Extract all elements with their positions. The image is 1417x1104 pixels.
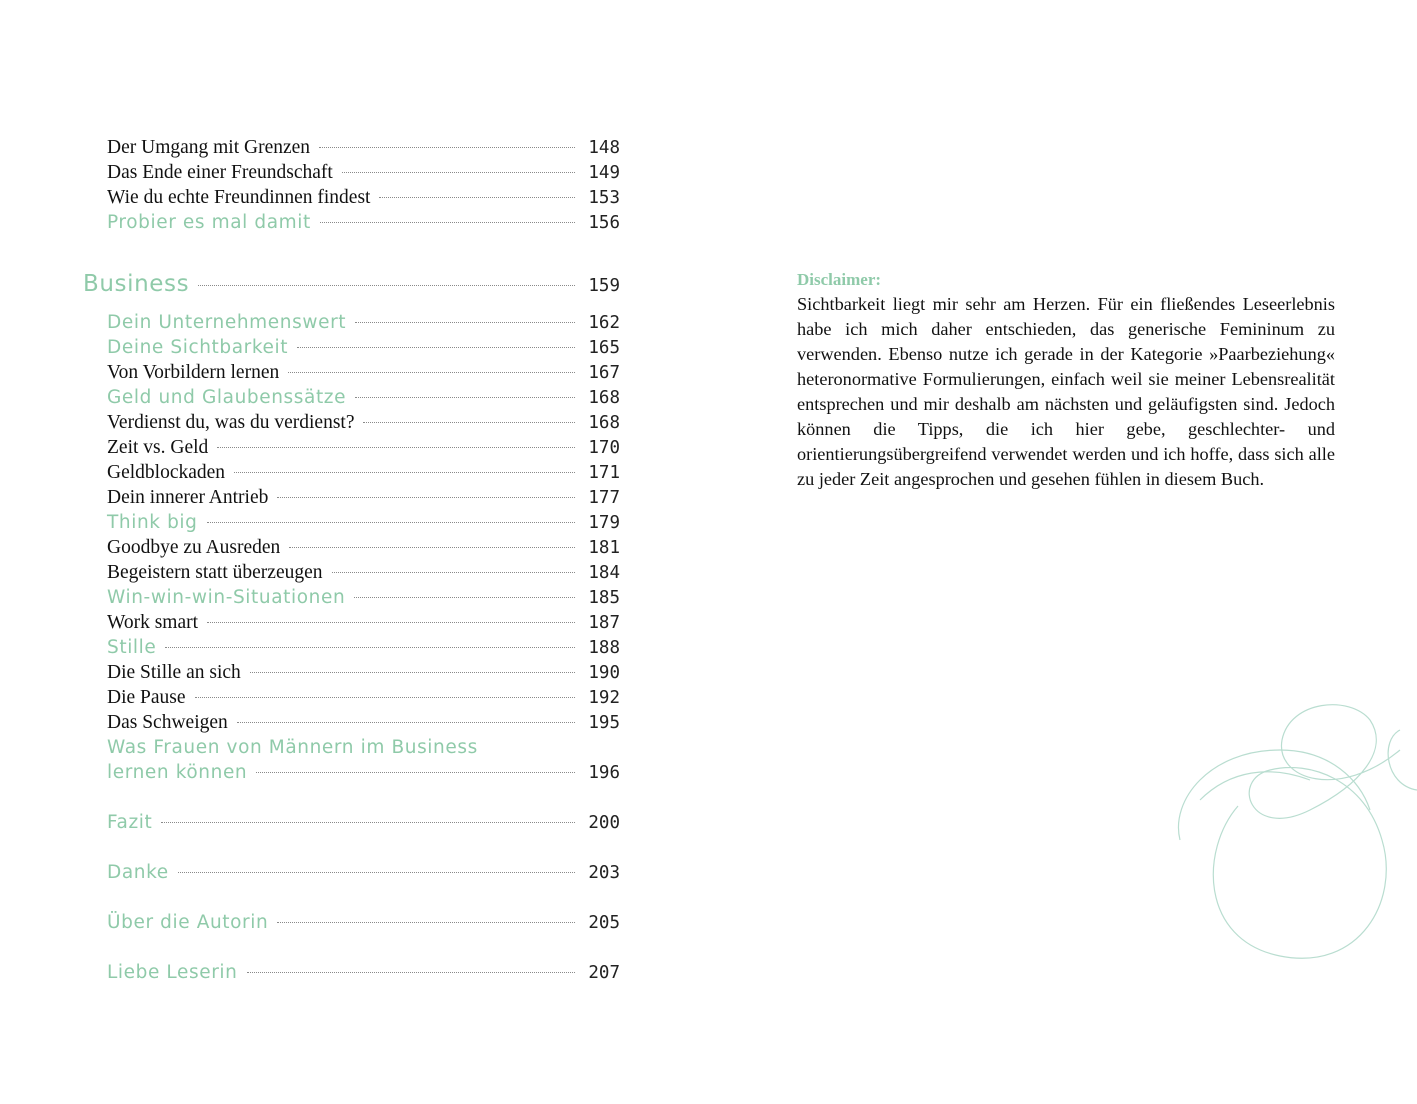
toc-entry-label: Die Stille an sich bbox=[107, 662, 241, 683]
toc-entry[interactable] bbox=[107, 960, 620, 985]
dot-leader bbox=[355, 397, 575, 398]
disclaimer-title: Disclaimer: bbox=[797, 270, 882, 289]
dot-leader bbox=[207, 622, 575, 623]
toc-entry-label: lernen können bbox=[107, 762, 248, 783]
toc-entry-label: Liebe Leserin bbox=[107, 962, 238, 983]
toc-entry-page: 195 bbox=[588, 713, 620, 733]
toc-entry-label: Danke bbox=[107, 862, 169, 883]
toc-entry-page: 185 bbox=[588, 588, 620, 608]
dot-leader bbox=[198, 285, 575, 286]
toc-entry-label: Fazit bbox=[107, 812, 153, 833]
toc-entry-page: 203 bbox=[588, 863, 620, 883]
toc-entry-page: 153 bbox=[588, 188, 620, 208]
dot-leader bbox=[289, 547, 575, 548]
toc-entry-label: Verdienst du, was du verdienst? bbox=[107, 412, 355, 433]
toc-entry-label: Die Pause bbox=[107, 687, 186, 708]
toc-entry[interactable] bbox=[107, 860, 620, 885]
toc-entry-label: Dein Unternehmenswert bbox=[107, 312, 347, 333]
toc-entry-page: 192 bbox=[588, 688, 620, 708]
toc-entry[interactable] bbox=[107, 335, 620, 360]
dot-leader bbox=[165, 647, 575, 648]
toc-entry-page: 162 bbox=[588, 313, 620, 333]
toc-entry-label: Das Ende einer Freundschaft bbox=[107, 162, 333, 183]
toc-entry[interactable] bbox=[107, 810, 620, 835]
toc-entry[interactable] bbox=[107, 135, 620, 160]
toc-entry-page: 168 bbox=[588, 413, 620, 433]
toc-entry[interactable] bbox=[107, 385, 620, 410]
dot-leader bbox=[379, 197, 575, 198]
toc-entry[interactable] bbox=[107, 185, 620, 210]
toc-entry[interactable] bbox=[107, 660, 620, 685]
toc-entry-label: Work smart bbox=[107, 612, 199, 633]
dot-leader bbox=[234, 472, 575, 473]
toc-entry-label: Deine Sichtbarkeit bbox=[107, 337, 289, 358]
toc-entry-label: Goodbye zu Ausreden bbox=[107, 537, 281, 558]
toc-entry-page: 168 bbox=[588, 388, 620, 408]
toc-entry-page: 207 bbox=[588, 963, 620, 983]
dot-leader bbox=[277, 922, 575, 923]
dot-leader bbox=[247, 972, 576, 973]
toc-entry-page: 187 bbox=[588, 613, 620, 633]
toc-entry-label: Stille bbox=[107, 637, 157, 658]
dot-leader bbox=[363, 422, 575, 423]
toc-entry-page: 196 bbox=[588, 763, 620, 783]
toc-entry-label-line1[interactable]: Was Frauen von Männern im Business bbox=[107, 737, 478, 758]
toc-entry-page: 179 bbox=[588, 513, 620, 533]
dot-leader bbox=[178, 872, 575, 873]
toc-entry-page: 149 bbox=[588, 163, 620, 183]
disclaimer-text: Sichtbarkeit liegt mir sehr am Herzen. Für ein fließendes Leseerlebnis habe ich mich daher entschieden, das generische Femininum zu verwenden. Ebenso nutze ich gerade in der Kategorie »Paarbeziehung« heteronormative Formulierungen, einfach weil sie meiner Lebensrealität entsprechen und mir deshalb am nächsten und geläufigsten sind. Jedoch können die Tipps, die ich hier gebe, geschlechter- und orientierungsübergreifend verwendet werden und ich hoffe, dass sich alle zu jeder Zeit angesprochen und gesehen fühlen in diesem Buch. bbox=[797, 294, 1335, 489]
toc-entry-page: 200 bbox=[588, 813, 620, 833]
toc-entry-label: Geldblockaden bbox=[107, 462, 226, 483]
toc-entry[interactable] bbox=[107, 760, 620, 785]
toc-entry-label: Über die Autorin bbox=[107, 912, 269, 933]
toc-entry[interactable] bbox=[107, 310, 620, 335]
toc-entry-label: Von Vorbildern lernen bbox=[107, 362, 280, 383]
toc-entry-label: Geld und Glaubenssätze bbox=[107, 387, 347, 408]
dot-leader bbox=[355, 322, 575, 323]
dot-leader bbox=[320, 222, 575, 223]
dot-leader bbox=[217, 447, 575, 448]
toc-entry-page: 184 bbox=[588, 563, 620, 583]
toc-entry-page: 205 bbox=[588, 913, 620, 933]
toc-entry-label: Begeistern statt überzeugen bbox=[107, 562, 323, 583]
toc-entry[interactable] bbox=[107, 160, 620, 185]
toc-section-label: Business bbox=[83, 271, 190, 297]
toc-entry-page: 170 bbox=[588, 438, 620, 458]
toc-entry[interactable] bbox=[107, 610, 620, 635]
toc-entry[interactable] bbox=[107, 360, 620, 385]
toc-entry-label: Probier es mal damit bbox=[107, 212, 311, 233]
dot-leader bbox=[277, 497, 575, 498]
toc-entry-label: Zeit vs. Geld bbox=[107, 437, 209, 458]
dot-leader bbox=[319, 147, 575, 148]
toc-entry[interactable] bbox=[107, 510, 620, 535]
dot-leader bbox=[250, 672, 575, 673]
toc-entry[interactable] bbox=[107, 460, 620, 485]
toc-entry-label: Wie du echte Freundinnen findest bbox=[107, 187, 371, 208]
table-of-contents bbox=[0, 0, 700, 1104]
toc-entry[interactable] bbox=[107, 585, 620, 610]
dot-leader bbox=[332, 572, 576, 573]
swirl-ornament-icon bbox=[1170, 690, 1417, 970]
dot-leader bbox=[256, 772, 575, 773]
toc-entry-label: Das Schweigen bbox=[107, 712, 228, 733]
toc-entry-label: Think big bbox=[107, 512, 198, 533]
toc-entry-label: Win-win-win-Situationen bbox=[107, 587, 346, 608]
toc-entry[interactable] bbox=[107, 435, 620, 460]
dot-leader bbox=[161, 822, 575, 823]
toc-entry[interactable] bbox=[107, 635, 620, 660]
dot-leader bbox=[354, 597, 575, 598]
toc-section-business[interactable] bbox=[83, 272, 620, 297]
toc-entry-page: 188 bbox=[588, 638, 620, 658]
dot-leader bbox=[342, 172, 575, 173]
toc-entry[interactable] bbox=[107, 560, 620, 585]
dot-leader bbox=[297, 347, 575, 348]
toc-entry-page: 181 bbox=[588, 538, 620, 558]
dot-leader bbox=[237, 722, 575, 723]
toc-entry-label: Der Umgang mit Grenzen bbox=[107, 137, 311, 158]
toc-entry[interactable] bbox=[107, 410, 620, 435]
toc-entry-label: Dein innerer Antrieb bbox=[107, 487, 269, 508]
toc-entry-page: 171 bbox=[588, 463, 620, 483]
toc-entry[interactable] bbox=[107, 485, 620, 510]
dot-leader bbox=[288, 372, 575, 373]
toc-entry[interactable] bbox=[107, 710, 620, 735]
toc-entry[interactable] bbox=[107, 535, 620, 560]
dot-leader bbox=[207, 522, 575, 523]
toc-entry-page: 177 bbox=[588, 488, 620, 508]
toc-entry[interactable] bbox=[107, 685, 620, 710]
toc-entry[interactable] bbox=[107, 910, 620, 935]
toc-entry-page: 190 bbox=[588, 663, 620, 683]
toc-entry-page: 148 bbox=[588, 138, 620, 158]
toc-section-page: 159 bbox=[588, 276, 620, 296]
toc-entry-page: 156 bbox=[588, 213, 620, 233]
disclaimer-block bbox=[797, 268, 1335, 492]
toc-entry-page: 167 bbox=[588, 363, 620, 383]
dot-leader bbox=[195, 697, 575, 698]
toc-entry[interactable] bbox=[107, 210, 620, 235]
toc-entry-page: 165 bbox=[588, 338, 620, 358]
